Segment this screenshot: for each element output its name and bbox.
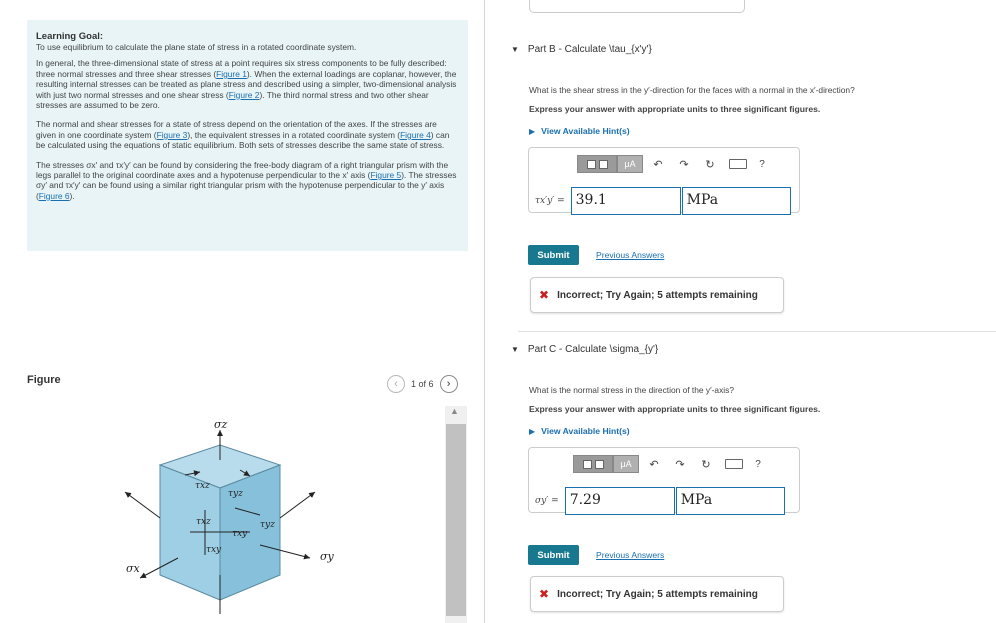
part-c-value-input[interactable]: 7.29	[565, 487, 675, 515]
part-c-answer-label: σy′ =	[535, 496, 559, 506]
part-b-value-input[interactable]: 39.1	[571, 187, 681, 215]
learning-goal-paragraph: In general, the three-dimensional state of stress at a point requires six stress components to be fully described: three normal stresses and three shear stresses (Figure 1). When the external loadings are coplanar, however, the resulting internal stresses can be treated as plane stress and described using a simpler, two-dimensional analysis with just two normal stresses and one shear stress (Figure 2). The third normal stress and two other shear stresses are assumed to be zero.	[36, 58, 457, 111]
left-panel	[0, 0, 480, 623]
caret-right-icon: ▶	[529, 126, 536, 136]
incorrect-icon: ✖	[539, 288, 550, 302]
learning-goal-box	[27, 20, 468, 251]
part-c-answer-row	[535, 487, 785, 515]
figure-pager	[387, 375, 458, 393]
caret-right-icon: ▶	[529, 426, 536, 436]
figure-heading: Figure	[27, 374, 61, 386]
part-c-previous-answers-link[interactable]: Previous Answers	[596, 550, 665, 560]
part-c-instruction: Express your answer with appropriate units to three significant figures.	[529, 404, 821, 414]
part-b-header[interactable]	[511, 44, 652, 55]
keyboard-icon[interactable]	[725, 459, 743, 469]
part-c-hint-label: View Available Hint(s)	[541, 426, 630, 436]
tau-xy-bottom-label: τxy	[206, 545, 222, 555]
sigma-z-label: σz	[214, 418, 228, 431]
scroll-up-icon[interactable]: ▲	[450, 406, 459, 416]
help-button[interactable]: ?	[759, 158, 765, 170]
part-c-submit-button[interactable]: Submit	[528, 545, 579, 565]
undo-icon[interactable]: ↶	[649, 458, 659, 471]
figure-4-link[interactable]: Figure 4	[400, 129, 431, 140]
part-c-header[interactable]	[511, 344, 658, 355]
tau-xy-front-label: τxy	[232, 529, 248, 539]
part-b-feedback	[530, 277, 784, 313]
tau-yz-label: τyz	[228, 489, 243, 499]
part-c-feedback	[530, 576, 784, 612]
tau-yz-side-label: τyz	[260, 520, 275, 530]
learning-goal-paragraph: The stresses σx′ and τx′y′ can be found by considering the free-body diagram of a right triangular prism with the legs parallel to the original coordinate axes and a hypotenuse perpendicular to the x′ axis (Figure 5). The stresses σy′ and τx′y′ can be found using a similar right triangular prism with the hypotenuse perpendicular to the y′ axis (Figure 6).	[36, 159, 457, 201]
part-b-hint-toggle[interactable]	[529, 126, 630, 136]
collapse-triangle-icon: ▼	[511, 45, 519, 54]
help-button[interactable]: ?	[755, 458, 761, 470]
part-b-feedback-text: Incorrect; Try Again; 5 attempts remaining	[557, 289, 758, 301]
units-button[interactable]: μA	[617, 155, 643, 173]
figure-scroll-thumb[interactable]	[446, 424, 466, 616]
part-b-instruction: Express your answer with appropriate units to three significant figures.	[529, 104, 821, 114]
figure-3-link[interactable]: Figure 3	[156, 129, 188, 140]
part-c-title: Part C - Calculate \sigma_{y'}	[527, 344, 659, 355]
figure-2-link[interactable]: Figure 2	[228, 89, 260, 100]
part-b-answer-box	[528, 147, 800, 213]
part-c-hint-toggle[interactable]	[529, 426, 630, 436]
figure-page-count: 1 of 6	[411, 379, 434, 389]
incorrect-icon: ✖	[539, 587, 550, 601]
part-c-question: What is the normal stress in the direction of the y′-axis?	[529, 385, 734, 395]
reset-icon[interactable]: ↻	[705, 158, 715, 171]
part-b-answer-label: τx′y′ =	[535, 196, 565, 206]
figure-1-link[interactable]: Figure 1	[216, 68, 247, 79]
part-b-submit-button[interactable]: Submit	[528, 245, 579, 265]
undo-icon[interactable]: ↶	[653, 158, 663, 171]
units-button[interactable]: μA	[613, 455, 639, 473]
reset-icon[interactable]: ↻	[701, 458, 711, 471]
part-b-answer-row	[535, 187, 791, 215]
part-c-answer-box	[528, 447, 800, 513]
collapse-triangle-icon: ▼	[511, 345, 519, 354]
tau-xz-front-label: τxz	[196, 517, 211, 527]
learning-goal-heading: Learning Goal:	[36, 31, 104, 42]
redo-icon[interactable]: ↷	[679, 158, 689, 171]
math-toolbar	[573, 455, 765, 473]
part-b-previous-answers-link[interactable]: Previous Answers	[596, 250, 665, 260]
sigma-x-arrow	[125, 492, 160, 518]
part-b-unit-input[interactable]: MPa	[682, 187, 791, 215]
part-c-feedback-text: Incorrect; Try Again; 5 attempts remaining	[557, 588, 758, 600]
part-c-unit-input[interactable]: MPa	[676, 487, 785, 515]
part-divider	[518, 331, 996, 332]
figure-5-link[interactable]: Figure 5	[370, 170, 402, 181]
template-icon[interactable]	[573, 455, 613, 473]
template-icon[interactable]	[577, 155, 617, 173]
tau-xz-label: τxz	[195, 481, 210, 491]
chevron-left-icon[interactable]: ‹	[387, 375, 405, 393]
part-b-hint-label: View Available Hint(s)	[541, 126, 630, 136]
part-b-question: What is the shear stress in the y′-direction for the faces with a normal in the x′-direction?	[529, 85, 855, 95]
sigma-x-label: σx	[126, 562, 140, 575]
keyboard-icon[interactable]	[729, 159, 747, 169]
previous-answer-box	[529, 0, 745, 13]
learning-goal-intro: To use equilibrium to calculate the plane state of stress in a rotated coordinate system.	[36, 42, 357, 52]
redo-icon[interactable]: ↷	[675, 458, 685, 471]
learning-goal-paragraph: The normal and shear stresses for a state of stress depend on the orientation of the axes. If the stresses are given in one coordinate system (Figure 3), the equivalent stresses in a rotated coordinate system (Figure 4) can be calculated using the equations of static equilibrium. Both sets of stresses describe the same state of stress.	[36, 119, 450, 151]
part-b-title: Part B - Calculate \tau_{x'y'}	[527, 44, 652, 55]
math-toolbar	[577, 155, 769, 173]
stress-cube-figure	[100, 400, 360, 623]
chevron-right-icon[interactable]: ›	[440, 375, 458, 393]
figure-6-link[interactable]: Figure 6	[38, 190, 70, 201]
sigma-y-label: σy	[320, 550, 334, 563]
panel-divider	[484, 0, 485, 623]
